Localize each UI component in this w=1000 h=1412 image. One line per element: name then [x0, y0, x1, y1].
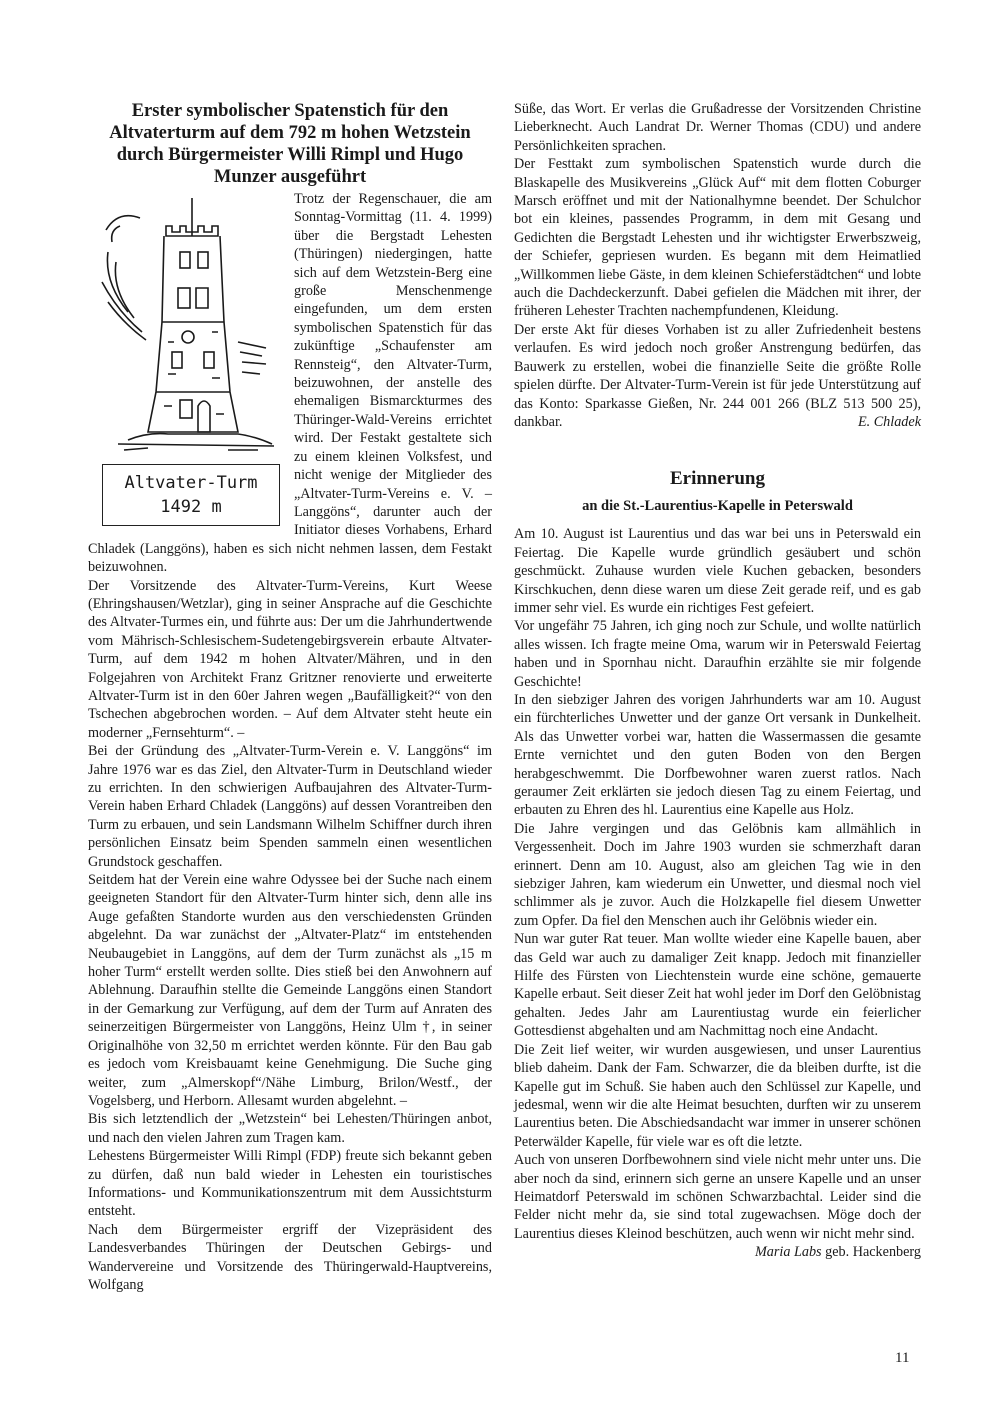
erinnerung-paragraph: In den siebziger Jahren des vorigen Jahrhunderts war am 10. August ein fürchterliches Unwetter und der ganze Ort versank in Dunkelheit. Als das Unwetter vorbei war, hatten die Wassermassen die gesamte Ernte vernichtet und den guten Boden von den Bergen herabgeschwemmt. Die Dorfbewohner waren zuerst ratlos. Nach geraumer Zeit erklärten sie jedoch diesen Tag zu einem Feiertag, und erbauten zu Ehren des hl. Laurentius eine Kapelle aus Holz. [514, 691, 921, 819]
erinnerung-subtitle: an die St.-Laurentius-Kapelle in Peterswald [582, 498, 853, 515]
left-column [88, 100, 492, 1294]
left-paragraph: Bei der Gründung des „Altvater-Turm-Verein e. V. Langgöns“ im Jahre 1976 war es das Ziel, den Altvater-Turm in Deutschland wieder zu errichten. In den schwierigen Aufbaujahren des Altvater-Turm-Verein haben Erhard Chladek (Langgöns) auf dessen Vorantreiben den Turm zu erbauen, und sein Landsmann Wilhelm Schiffner durch ihren persönlichen Einsatz beim Spenden sammeln einen wesentlichen Grundstock geschaffen. [88, 743, 492, 870]
left-paragraph: Nach dem Bürgermeister ergriff der Vizepräsident des Landesverbandes Thüringen der Deutschen Gebirgs- und Wandervereine und Vorsitzende des Thüringerwald-Hauptvereins, Wolfgang [88, 1221, 492, 1293]
erinnerung-last-text: Auch von unseren Dorfbewohnern sind viele nicht mehr unter uns. Die aber noch da sind, erinnern sich gerne an unsere Kapelle und an unser Heimatdorf Peterswald im schönen Schwarzbachtal. Leider sind die Felder nicht mehr da, sie sind total zugewachsen. Möge doch der Laurentius dieses Kleinod beschützen, auch wenn wir nicht mehr sind. [514, 1152, 921, 1242]
tower-drawing-icon [88, 192, 284, 472]
left-paragraph: Seitdem hat der Verein eine wahre Odyssee bei der Suche nach einem geeigneten Standort für den Altvater-Turm hinter sich, denn alle ins Auge gefaßten Standorte wurden aus den verschiedensten Gründen abgelehnt. Da war zunächst der „Altvater-Platz“ im entstehenden Neubaugebiet in Langgöns, auf dem der Turm zunächst als „15 m hoher Turm“ erstellt werden sollte. Dies stieß bei den Anwohnern auf Ablehnung. Daraufhin stellte die Gemeinde Langgöns einen Standort in der Gemarkung zur Verfügung, auf dem der Turm auf Anraten des seinerzeitigen Bürgermeister von Langgöns, Heinz Ulm †, in seiner Originalhöhe von 32,50 m errichtet werden könnte. Für den Bau gab es jedoch vom Kreisbauamt keine Genehmigung. Die Suche ging weiter, zum „Almerskopf“/Nähe Limburg, Brilon/Westf., der Vogelsberg, und Herborn. Allesamt wurden abgelehnt. – [88, 872, 492, 1109]
erinnerung-paragraph: Die Jahre vergingen und das Gelöbnis kam allmählich in Vergessenheit. Doch im Jahre 1903 wurden sie schmerzhaft daran erinnert. Denn am 10. August, also am gleichen Tag wie in den siebziger Jahren, kam wiederum ein Unwetter, und diesmal noch viel schlimmer als je zuvor. Auch die Holzkapelle fiel diesem Unwetter zum Opfer. Da fiel den Menschen auch ihr Gelöbnis wieder ein. [514, 820, 921, 929]
caption-tower-height: 1492 m [160, 497, 222, 517]
right-paragraph [514, 321, 921, 431]
left-paragraph: Bis sich letztendlich der „Wetzstein“ bei Lehesten/Thüringen anbot, und nach den vielen Jahren zum Tragen kam. [88, 1111, 492, 1146]
erinnerung-paragraph: Vor ungefähr 75 Jahren, ich ging noch zur Schule, und wollte natürlich alles wissen. Ich fragte meine Oma, warum wir in Peterswald Feiertag haben und in Spornhau nicht. Daraufhin erzählte sie mir folgende Geschichte! [514, 618, 921, 690]
erinnerung-signature-name: Maria Labs [754, 1244, 822, 1261]
erinnerung-signature-suffix: geb. Hackenberg [821, 1244, 921, 1261]
right-paragraph: Süße, das Wort. Er verlas die Grußadresse der Vorsitzenden Christine Lieberknecht. Auch Landrat Dr. Werner Thomas (CDU) und andere Persönlichkeiten sprachen. [514, 101, 921, 154]
erinnerung-paragraph: Am 10. August ist Laurentius und das war bei uns in Peterswald ein Feiertag. Die Kapelle wurde gründlich gesäubert und schön geschmückt. Zuhause wurden viele Kuchen gebacken, besonders Kirschkuchen, denn diese waren um diese Zeit gerade reif, und es gab immer sehr viel. Es wurde ein richtiges Fest gefeiert. [514, 526, 921, 616]
left-paragraph: Der Vorsitzende des Altvater-Turm-Vereins, Kurt Weese (Ehringshausen/Wetzlar), ging in seiner Ansprache auf die Geschichte des Altvater-Turmes ein, und führte aus: Der um die Jahrhundertwende vom Mährisch-Schlesischem-Sudetengebirgsverein erbaute Altvater-Turm, auf dem 1942 m hohen Altvater/Mähren, und in den Folgejahren von Architekt Franz Gritzner renovierte und erweiterte Altvater-Turm ist in den 60er Jahren wegen „Baufälligkeit?“ von den Tschechen abgebrochen worden. – Auf dem Altvater steht heute ein moderner „Fernsehturm“. – [88, 577, 492, 741]
tower-illustration [88, 192, 284, 528]
erinnerung-paragraph [514, 1151, 921, 1261]
right-paragraph: Der Festtakt zum symbolischen Spatenstich wurde durch die Blaskapelle des Musikvereins „Glück Auf“ mit dem flotten Coburger Marsch eröffnet und mit der Nationalhymne beendet. Der Schulchor bot ein kleines, passendes Programm, in dem mit Gesang und Gedichten die Bergstadt Lehesten und ihr wichtigster Erwerbszweig, der Schiefer, gepriesen wurden. Es begann mit dem Heimatlied „Willkommen liebe Gäste, in dem kleinen Schieferstädtchen“ und lobte auch die Dachdeckerzunft. Dabei gefielen die Mädchen mit ihrer, der früheren Lehester Trachten nachempfundenen, Kleidung. [514, 156, 921, 320]
tower-caption [102, 464, 280, 526]
left-paragraph: Trotz der Regenschauer, die am Sonntag-Vormittag (11. 4. 1999) über die Bergstadt Lehesten (Thüringen) niedergingen, hatte sich auf dem Wetzstein-Berg eine große Menschenmenge eingefunden, um dem ersten symbolischen Spatenstich für das zukünftige „Schaufenster am Rennsteig“, den Altvater-Turm, beizuwohnen, der anstelle des ehemaligen Bismarckturmes des Thüringer-Wald-Vereins errichtet wird. Der Festakt gestaltete sich zu einem kleinen Volksfest, und nicht wenige der Mitglieder des „Altvater-Turm-Vereins e. V. – Langgöns“, darunter auch der Initiator dieses Vorhabens, Erhard Chladek (Langgöns), haben es sich nicht nehmen lassen, dem Festakt beizuwohnen. [88, 191, 492, 576]
erinnerung-paragraph: Nun war guter Rat teuer. Man wollte wieder eine Kapelle bauen, aber das Geld war auch zu damaliger Zeit knapp. Jedoch mit finanzieller Hilfe des Fürsten von Liechtenstein wurde eine schöne, gemauerte Kapelle erbaut. Seit dieser Zeit hat wohl jeder im Dorf den Gelöbnistag gehalten. Jedes Jahr am Laurentiustag wurde ein feierlicher Gottesdienst abgehalten und am Nachmittag noch eine Andacht. [514, 931, 921, 1040]
article-signature: E. Chladek [857, 413, 921, 430]
article-title: Erster symbolischer Spatenstich für den Altvaterturm auf dem 792 m hohen Wetzstein durch Bürgermeister Willi Rimpl und Hugo Munzer ausgeführt [109, 101, 471, 187]
erinnerung-paragraph: Die Zeit lief weiter, wir wurden ausgewiesen, und unser Laurentius blieb daheim. Dank der Fam. Schwarzer, die da bleiben durfte, ist die Kapelle gut im Schuß. Sie haben auch den Schlüssel zur Kapelle, und jedesmal, wenn wir die alte Heimat besuchten, durften wir zu unserem Laurentius beten. Die Abschiedsandacht war immer in unserer schönen Peterwälder Kapelle, für viele war es oft die letzte. [514, 1041, 921, 1150]
erinnerung-title: Erinnerung [669, 468, 766, 490]
page-number: 11 [895, 1350, 910, 1366]
right-paragraph-text: Der erste Akt für dieses Vorhaben ist zu aller Zufriedenheit bestens verlaufen. Es wird jedoch noch großer Anstrengung bedürfen, das Bauwerk zu erstellen, wobei die finanzielle Seite die größte Rolle spielen dürfte. Der Altvater-Turm-Verein ist für jede Unterstützung auf das Konto: Sparkasse Gießen, Nr. 244 001 266 (BLZ 513 500 25), dankbar. [514, 321, 921, 430]
right-column [514, 100, 921, 1262]
caption-tower-name: Altvater-Turm [124, 473, 258, 493]
left-paragraph: Lehestens Bürgermeister Willi Rimpl (FDP) freute sich bekannt geben zu dürfen, daß nun bald wieder in Lehesten ein touristisches Informations- und Kommunikationszentrum mit dem Aussichtsturm entsteht. [88, 1148, 492, 1220]
